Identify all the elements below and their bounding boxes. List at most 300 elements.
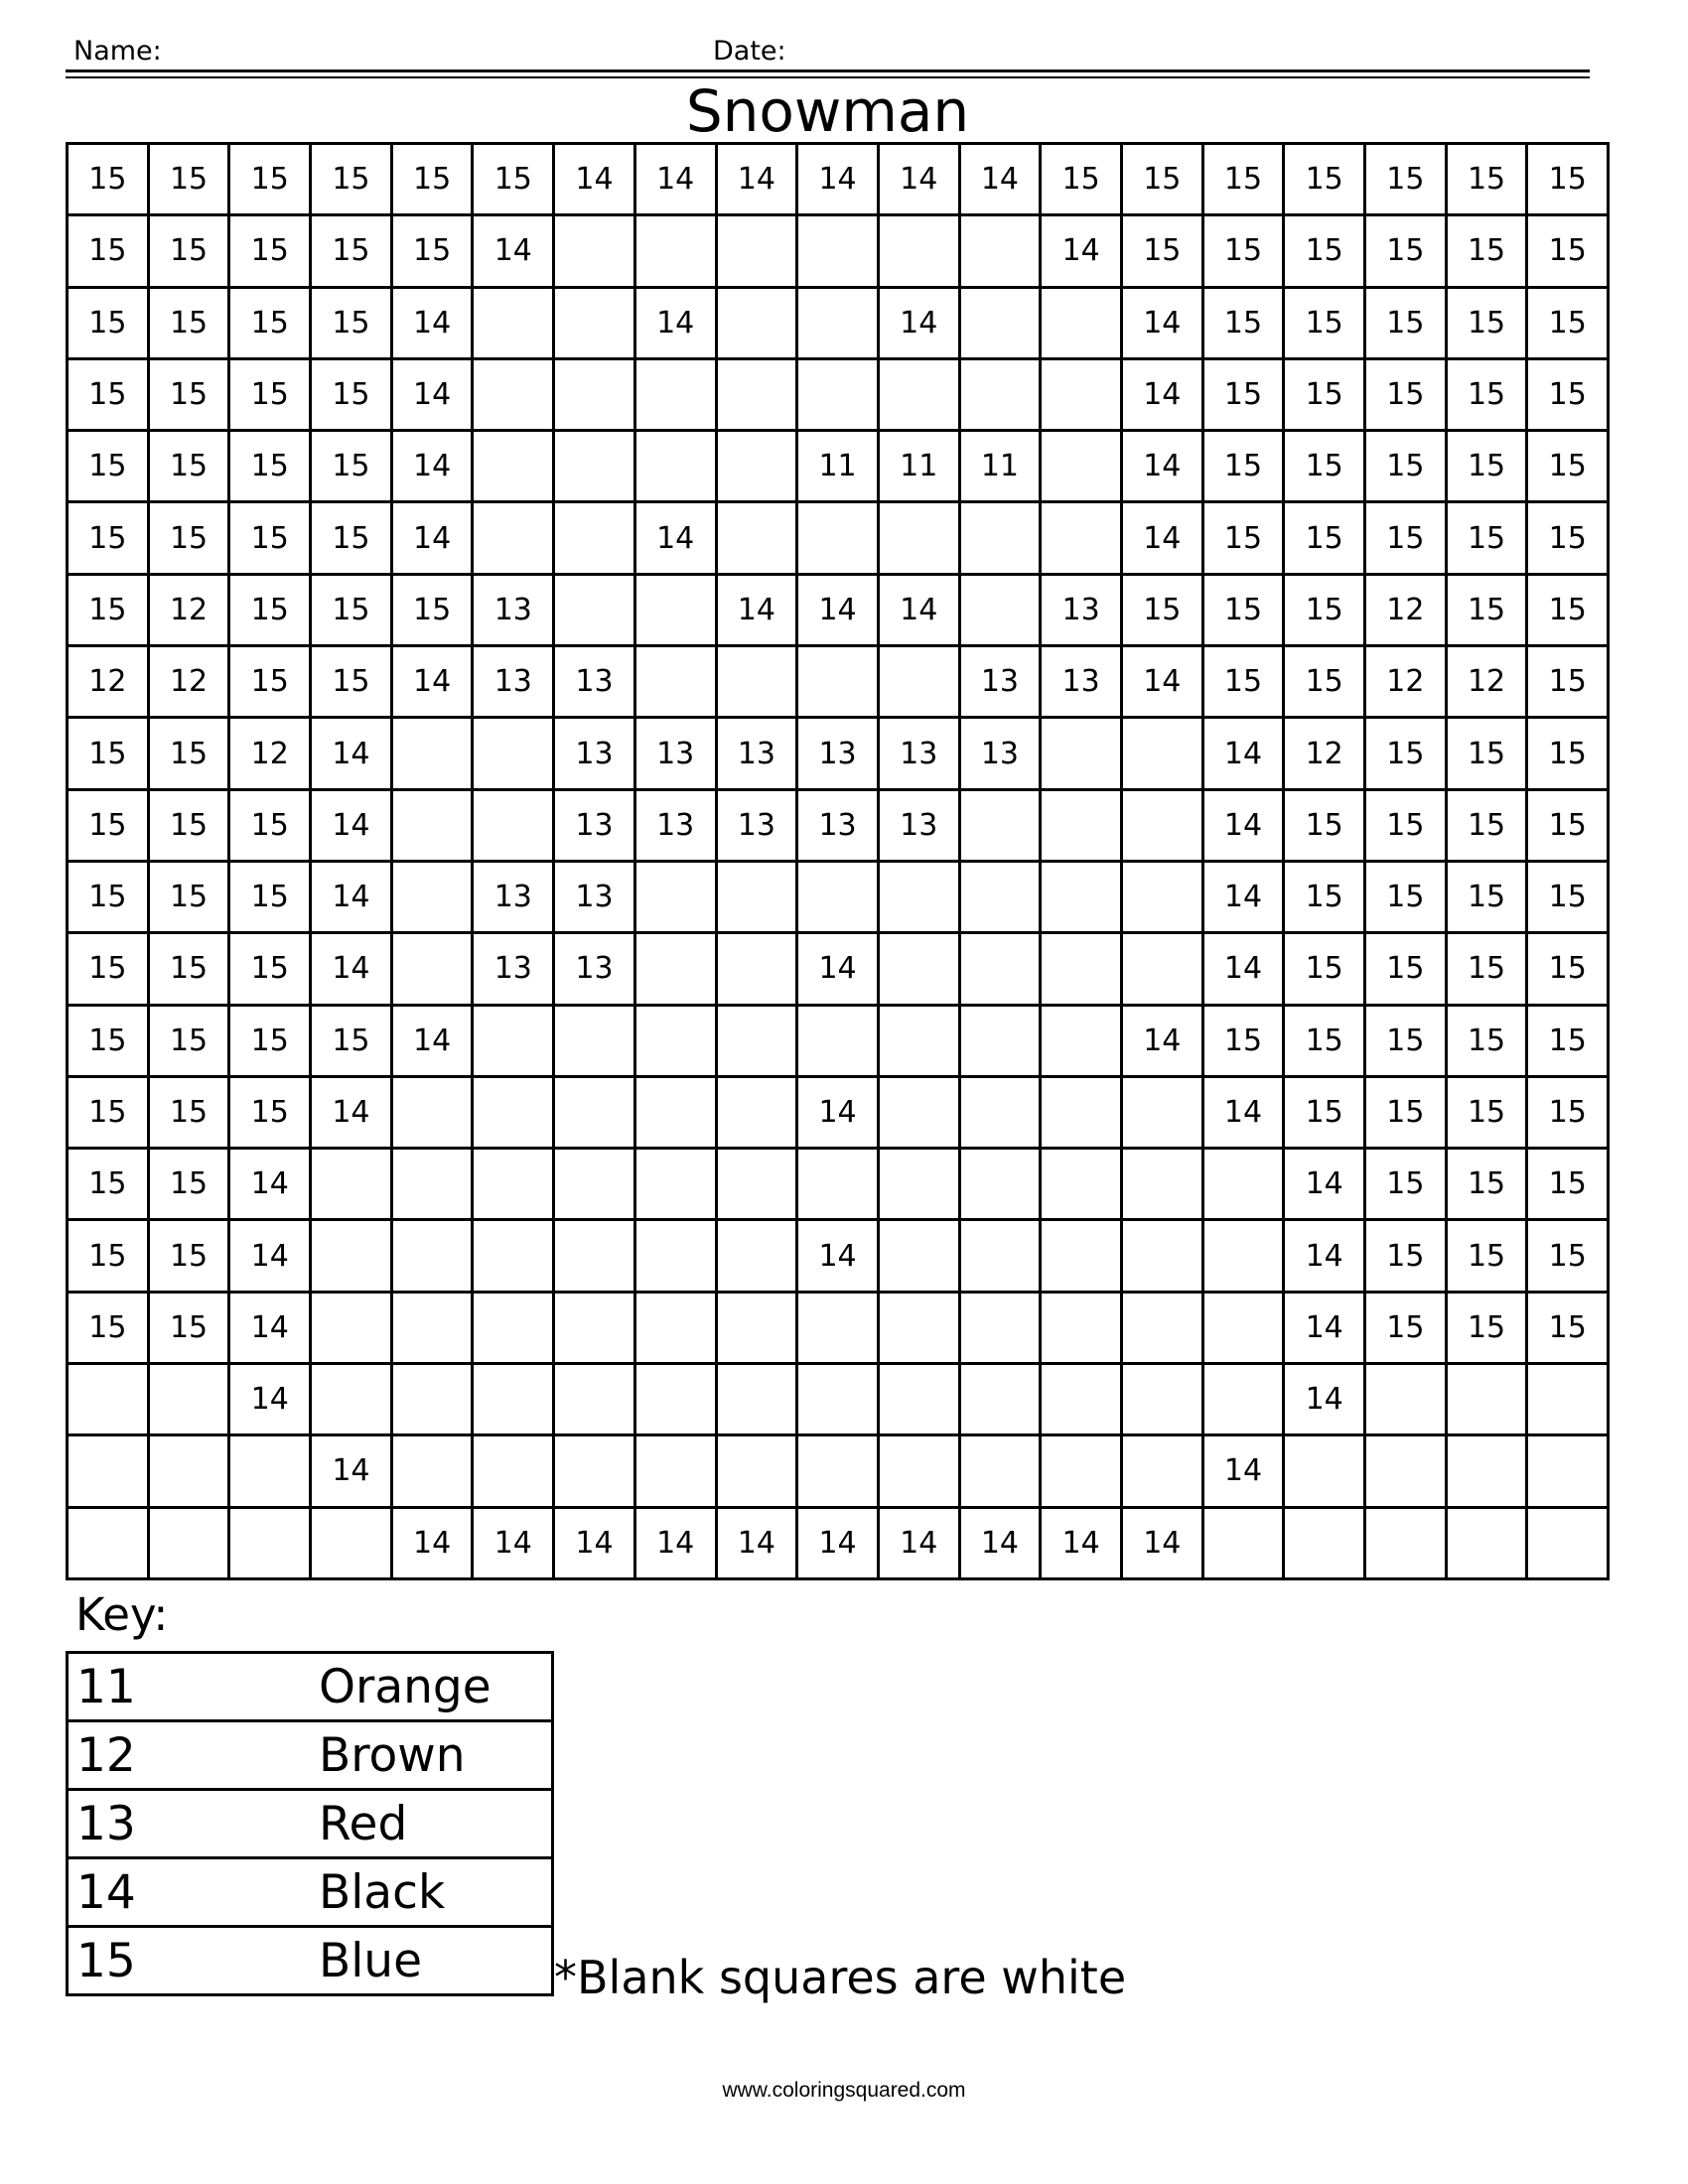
grid-cell: 15 — [68, 1076, 149, 1148]
grid-cell: 14 — [391, 1005, 473, 1076]
grid-cell: 14 — [391, 646, 473, 718]
grid-cell: 13 — [878, 718, 959, 789]
grid-cell — [473, 287, 554, 358]
grid-cell: 14 — [391, 502, 473, 574]
grid-cell: 15 — [1446, 861, 1527, 932]
grid-cell: 15 — [229, 144, 311, 215]
key-color: Black — [319, 1858, 553, 1927]
grid-row — [68, 502, 1609, 574]
grid-cell: 15 — [1041, 144, 1122, 215]
grid-cell: 15 — [148, 215, 229, 287]
grid-cell: 15 — [311, 215, 392, 287]
grid-cell: 15 — [1284, 1005, 1365, 1076]
grid-cell: 14 — [634, 144, 716, 215]
grid-cell: 14 — [311, 789, 392, 861]
grid-cell: 13 — [473, 646, 554, 718]
grid-cell: 14 — [797, 1220, 879, 1292]
grid-cell: 15 — [148, 358, 229, 430]
grid-cell: 15 — [1202, 287, 1284, 358]
grid-cell — [797, 1149, 879, 1220]
grid-cell — [959, 1005, 1041, 1076]
grid-cell — [1041, 1076, 1122, 1148]
grid-cell: 14 — [1121, 646, 1202, 718]
grid-cell: 12 — [1365, 646, 1447, 718]
grid-row — [68, 574, 1609, 645]
grid-cell: 14 — [1284, 1149, 1365, 1220]
grid-cell: 15 — [1202, 431, 1284, 502]
grid-cell — [716, 431, 797, 502]
grid-cell — [1202, 1292, 1284, 1363]
grid-cell: 15 — [391, 144, 473, 215]
grid-cell — [554, 1292, 635, 1363]
grid-cell — [634, 1149, 716, 1220]
grid-cell: 15 — [148, 431, 229, 502]
grid-cell: 13 — [959, 646, 1041, 718]
grid-cell — [797, 287, 879, 358]
grid-cell — [1284, 1435, 1365, 1507]
grid-cell — [391, 1292, 473, 1363]
grid-cell — [473, 1005, 554, 1076]
grid-cell — [1121, 1364, 1202, 1435]
grid-cell: 15 — [1284, 215, 1365, 287]
key-row — [68, 1927, 553, 1995]
grid-cell: 12 — [1284, 718, 1365, 789]
grid-cell — [634, 646, 716, 718]
grid-row — [68, 431, 1609, 502]
grid-cell — [878, 502, 959, 574]
grid-row — [68, 1435, 1609, 1507]
grid-cell: 15 — [1527, 502, 1609, 574]
grid-cell: 13 — [554, 789, 635, 861]
grid-cell: 15 — [1121, 574, 1202, 645]
grid-cell: 15 — [1446, 1292, 1527, 1363]
grid-cell — [634, 358, 716, 430]
grid-cell — [554, 287, 635, 358]
grid-cell: 14 — [716, 1507, 797, 1578]
grid-cell — [797, 215, 879, 287]
grid-cell — [391, 1364, 473, 1435]
grid-cell — [391, 1435, 473, 1507]
grid-row — [68, 789, 1609, 861]
grid-cell: 15 — [229, 861, 311, 932]
grid-cell: 15 — [148, 718, 229, 789]
grid-cell — [716, 1149, 797, 1220]
grid-cell: 15 — [1365, 144, 1447, 215]
grid-cell — [68, 1507, 149, 1578]
grid-cell: 14 — [1041, 1507, 1122, 1578]
grid-cell: 14 — [554, 144, 635, 215]
grid-cell: 14 — [959, 144, 1041, 215]
grid-cell — [878, 1149, 959, 1220]
grid-cell: 14 — [229, 1364, 311, 1435]
grid-cell: 15 — [1365, 1149, 1447, 1220]
grid-cell: 14 — [473, 215, 554, 287]
grid-cell: 12 — [148, 574, 229, 645]
grid-cell: 14 — [1121, 1005, 1202, 1076]
grid-row — [68, 646, 1609, 718]
grid-cell: 15 — [311, 144, 392, 215]
grid-cell — [716, 861, 797, 932]
grid-cell: 15 — [229, 574, 311, 645]
grid-cell: 14 — [959, 1507, 1041, 1578]
key-color: Orange — [319, 1653, 553, 1721]
grid-cell: 14 — [634, 287, 716, 358]
grid-cell — [634, 933, 716, 1005]
grid-cell: 14 — [716, 144, 797, 215]
grid-cell: 15 — [1446, 144, 1527, 215]
grid-cell — [391, 1220, 473, 1292]
grid-cell: 14 — [878, 1507, 959, 1578]
grid-cell: 15 — [1527, 144, 1609, 215]
grid-cell: 15 — [148, 933, 229, 1005]
grid-cell: 13 — [634, 789, 716, 861]
grid-cell: 15 — [1202, 502, 1284, 574]
page-title: Snowman — [685, 77, 970, 145]
grid-cell: 14 — [878, 574, 959, 645]
grid-cell: 15 — [1446, 502, 1527, 574]
grid-cell — [797, 1364, 879, 1435]
grid-cell — [959, 1220, 1041, 1292]
grid-cell — [554, 1149, 635, 1220]
color-key-table — [66, 1651, 554, 1996]
grid-cell: 15 — [311, 431, 392, 502]
grid-cell: 15 — [1284, 933, 1365, 1005]
grid-cell: 14 — [797, 144, 879, 215]
grid-cell — [1041, 1220, 1122, 1292]
grid-cell: 15 — [229, 933, 311, 1005]
grid-cell: 14 — [878, 144, 959, 215]
grid-cell: 15 — [68, 502, 149, 574]
grid-cell — [1527, 1507, 1609, 1578]
grid-cell — [473, 358, 554, 430]
grid-cell: 15 — [1446, 358, 1527, 430]
key-number: 14 — [68, 1858, 320, 1927]
grid-cell — [1121, 1149, 1202, 1220]
grid-cell — [797, 1005, 879, 1076]
grid-cell: 15 — [1446, 718, 1527, 789]
grid-cell: 15 — [68, 144, 149, 215]
grid-cell: 14 — [1121, 502, 1202, 574]
grid-cell — [311, 1292, 392, 1363]
grid-cell: 14 — [1284, 1220, 1365, 1292]
grid-cell: 13 — [716, 718, 797, 789]
grid-cell: 15 — [68, 861, 149, 932]
grid-cell: 15 — [1446, 215, 1527, 287]
grid-row — [68, 1005, 1609, 1076]
grid-cell: 15 — [1202, 574, 1284, 645]
grid-cell: 13 — [959, 718, 1041, 789]
grid-cell — [716, 215, 797, 287]
grid-cell — [878, 1005, 959, 1076]
grid-cell — [1121, 1076, 1202, 1148]
grid-row — [68, 861, 1609, 932]
grid-cell — [1365, 1435, 1447, 1507]
grid-cell: 12 — [148, 646, 229, 718]
grid-cell — [554, 574, 635, 645]
grid-cell — [959, 574, 1041, 645]
grid-cell — [1365, 1364, 1447, 1435]
grid-cell: 13 — [554, 933, 635, 1005]
key-row — [68, 1858, 553, 1927]
grid-cell: 14 — [634, 1507, 716, 1578]
grid-cell — [959, 1292, 1041, 1363]
grid-cell: 15 — [1527, 287, 1609, 358]
grid-cell — [716, 502, 797, 574]
grid-cell: 13 — [554, 646, 635, 718]
grid-cell — [1041, 861, 1122, 932]
grid-cell — [716, 358, 797, 430]
grid-cell — [1202, 1507, 1284, 1578]
grid-cell: 11 — [959, 431, 1041, 502]
grid-cell: 15 — [1527, 1220, 1609, 1292]
grid-cell — [1446, 1507, 1527, 1578]
grid-cell: 15 — [148, 1220, 229, 1292]
grid-cell: 14 — [229, 1149, 311, 1220]
grid-row — [68, 215, 1609, 287]
grid-cell: 15 — [148, 1005, 229, 1076]
grid-cell: 13 — [473, 574, 554, 645]
grid-cell — [959, 1435, 1041, 1507]
grid-cell: 14 — [391, 358, 473, 430]
grid-row — [68, 358, 1609, 430]
grid-cell — [1041, 1005, 1122, 1076]
grid-cell — [1202, 1220, 1284, 1292]
grid-cell — [634, 1220, 716, 1292]
grid-cell — [473, 1435, 554, 1507]
grid-cell — [1041, 287, 1122, 358]
grid-cell — [1041, 718, 1122, 789]
grid-cell: 14 — [1041, 215, 1122, 287]
key-row — [68, 1790, 553, 1858]
grid-cell: 15 — [68, 1292, 149, 1363]
grid-cell: 15 — [1284, 287, 1365, 358]
grid-cell: 15 — [229, 287, 311, 358]
grid-cell — [473, 431, 554, 502]
grid-cell — [311, 1507, 392, 1578]
key-number: 13 — [68, 1790, 320, 1858]
grid-cell — [634, 574, 716, 645]
grid-cell: 11 — [797, 431, 879, 502]
grid-cell — [959, 933, 1041, 1005]
grid-cell — [878, 1292, 959, 1363]
grid-cell — [1041, 1149, 1122, 1220]
grid-cell: 15 — [1446, 933, 1527, 1005]
grid-cell: 15 — [1365, 431, 1447, 502]
grid-cell: 13 — [797, 789, 879, 861]
grid-cell — [959, 1076, 1041, 1148]
grid-cell — [229, 1507, 311, 1578]
grid-cell — [634, 1364, 716, 1435]
grid-cell — [1121, 1220, 1202, 1292]
grid-cell: 14 — [473, 1507, 554, 1578]
grid-cell: 15 — [311, 358, 392, 430]
grid-row — [68, 933, 1609, 1005]
grid-cell: 14 — [1202, 1076, 1284, 1148]
grid-cell — [1041, 1435, 1122, 1507]
grid-cell: 15 — [68, 1149, 149, 1220]
grid-cell: 15 — [1527, 1005, 1609, 1076]
grid-cell — [878, 1435, 959, 1507]
grid-cell: 15 — [1446, 287, 1527, 358]
grid-cell: 15 — [391, 215, 473, 287]
grid-cell — [229, 1435, 311, 1507]
grid-cell: 15 — [1284, 861, 1365, 932]
grid-cell: 14 — [311, 718, 392, 789]
grid-cell: 15 — [229, 431, 311, 502]
grid-cell: 15 — [1527, 1149, 1609, 1220]
grid-cell — [716, 1005, 797, 1076]
grid-cell: 15 — [68, 431, 149, 502]
grid-cell — [797, 358, 879, 430]
grid-cell — [634, 1076, 716, 1148]
grid-cell: 15 — [1202, 144, 1284, 215]
key-row — [68, 1653, 553, 1721]
grid-cell: 12 — [229, 718, 311, 789]
grid-cell: 14 — [1202, 718, 1284, 789]
grid-cell: 14 — [1284, 1292, 1365, 1363]
grid-cell: 14 — [1202, 861, 1284, 932]
grid-cell: 15 — [1202, 1005, 1284, 1076]
grid-cell: 15 — [1446, 431, 1527, 502]
grid-cell: 15 — [1527, 861, 1609, 932]
grid-cell: 14 — [797, 933, 879, 1005]
grid-cell — [1041, 431, 1122, 502]
grid-cell — [634, 1435, 716, 1507]
grid-cell: 15 — [1284, 574, 1365, 645]
grid-cell: 14 — [797, 1507, 879, 1578]
grid-cell — [1041, 502, 1122, 574]
grid-cell: 15 — [229, 646, 311, 718]
grid-cell — [1041, 933, 1122, 1005]
grid-cell — [959, 861, 1041, 932]
grid-cell — [959, 789, 1041, 861]
grid-cell: 15 — [148, 1149, 229, 1220]
grid-cell — [797, 1435, 879, 1507]
grid-cell: 15 — [148, 1292, 229, 1363]
grid-cell: 15 — [68, 933, 149, 1005]
grid-cell — [473, 1149, 554, 1220]
grid-cell — [1041, 1364, 1122, 1435]
grid-cell: 15 — [311, 646, 392, 718]
grid-cell — [797, 646, 879, 718]
grid-cell — [1527, 1364, 1609, 1435]
grid-cell: 15 — [311, 287, 392, 358]
grid-cell: 15 — [1365, 215, 1447, 287]
grid-cell: 14 — [797, 574, 879, 645]
grid-cell: 15 — [1365, 502, 1447, 574]
grid-cell — [878, 1076, 959, 1148]
grid-cell — [1446, 1364, 1527, 1435]
grid-cell: 15 — [1202, 646, 1284, 718]
grid-cell — [1041, 358, 1122, 430]
grid-cell: 15 — [68, 574, 149, 645]
grid-cell: 14 — [391, 287, 473, 358]
grid-cell: 14 — [634, 502, 716, 574]
key-title: Key: — [75, 1588, 169, 1641]
grid-cell — [716, 933, 797, 1005]
grid-cell — [473, 1364, 554, 1435]
grid-cell: 15 — [68, 287, 149, 358]
grid-cell: 15 — [148, 144, 229, 215]
grid-cell: 14 — [554, 1507, 635, 1578]
grid-cell — [1121, 789, 1202, 861]
grid-cell — [716, 1435, 797, 1507]
grid-cell: 14 — [311, 1076, 392, 1148]
grid-cell: 13 — [716, 789, 797, 861]
grid-cell: 14 — [1121, 1507, 1202, 1578]
grid-cell: 14 — [797, 1076, 879, 1148]
grid-cell: 15 — [1365, 358, 1447, 430]
grid-cell: 15 — [1527, 789, 1609, 861]
grid-cell — [959, 287, 1041, 358]
grid-cell: 12 — [1446, 646, 1527, 718]
grid-cell — [391, 933, 473, 1005]
grid-cell: 15 — [1202, 215, 1284, 287]
grid-row — [68, 1292, 1609, 1363]
grid-cell: 15 — [1284, 789, 1365, 861]
color-by-number-grid — [66, 142, 1610, 1580]
key-number: 11 — [68, 1653, 320, 1721]
grid-cell: 15 — [148, 502, 229, 574]
grid-cell — [797, 502, 879, 574]
grid-cell: 15 — [1365, 287, 1447, 358]
grid-cell — [634, 215, 716, 287]
grid-cell: 15 — [1365, 789, 1447, 861]
grid-cell — [878, 358, 959, 430]
grid-cell: 15 — [1121, 215, 1202, 287]
grid-cell — [1527, 1435, 1609, 1507]
grid-cell: 15 — [311, 502, 392, 574]
grid-cell — [554, 1076, 635, 1148]
grid-cell — [1041, 789, 1122, 861]
grid-cell: 15 — [1446, 1076, 1527, 1148]
grid-cell: 15 — [1284, 502, 1365, 574]
grid-cell: 15 — [1527, 215, 1609, 287]
grid-cell — [473, 718, 554, 789]
grid-cell — [311, 1149, 392, 1220]
grid-cell: 13 — [1041, 646, 1122, 718]
grid-cell — [959, 1364, 1041, 1435]
grid-row — [68, 1149, 1609, 1220]
grid-cell — [716, 1076, 797, 1148]
grid-cell: 15 — [311, 1005, 392, 1076]
grid-cell: 15 — [1284, 358, 1365, 430]
grid-cell: 14 — [391, 431, 473, 502]
grid-cell — [391, 1076, 473, 1148]
grid-cell — [554, 431, 635, 502]
grid-cell: 15 — [68, 358, 149, 430]
grid-cell: 15 — [148, 1076, 229, 1148]
grid-cell: 15 — [148, 789, 229, 861]
grid-cell — [716, 646, 797, 718]
grid-cell: 15 — [1365, 1220, 1447, 1292]
grid-cell — [473, 1220, 554, 1292]
grid-cell — [554, 215, 635, 287]
grid-cell: 13 — [1041, 574, 1122, 645]
grid-cell — [473, 502, 554, 574]
grid-row — [68, 718, 1609, 789]
grid-cell: 13 — [554, 718, 635, 789]
grid-cell: 13 — [797, 718, 879, 789]
grid-cell — [391, 861, 473, 932]
grid-cell — [554, 358, 635, 430]
grid-cell — [716, 1220, 797, 1292]
grid-cell — [1121, 718, 1202, 789]
grid-cell: 15 — [148, 287, 229, 358]
grid-cell: 14 — [1121, 358, 1202, 430]
grid-cell — [1446, 1435, 1527, 1507]
grid-cell — [878, 861, 959, 932]
